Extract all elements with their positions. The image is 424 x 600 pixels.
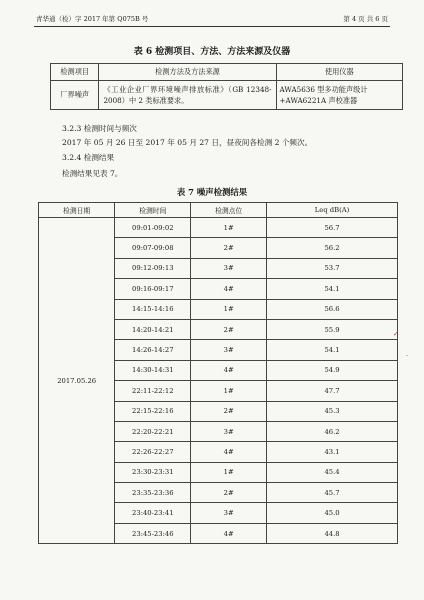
page-number: 第 4 页 共 6 页 bbox=[343, 15, 388, 23]
measurement-time: 14:26-14:27 bbox=[115, 340, 191, 360]
measurement-point: 2# bbox=[191, 483, 267, 503]
leq-value: 45.0 bbox=[267, 503, 398, 523]
measurement-point: 3# bbox=[191, 258, 267, 278]
table6-item: 厂界噪声 bbox=[51, 81, 99, 110]
leq-value: 56.7 bbox=[267, 218, 398, 238]
margin-mark: ✓ bbox=[393, 330, 399, 338]
measurement-point: 2# bbox=[191, 319, 267, 339]
measurement-time: 09:12-09:13 bbox=[115, 258, 191, 278]
leq-value: 43.1 bbox=[267, 442, 398, 462]
section-result-text: 检测结果见表 7。 bbox=[62, 169, 123, 178]
table7-header-leq: Leq dB(A) bbox=[267, 203, 398, 218]
measurement-time: 22:20-22:21 bbox=[115, 421, 191, 441]
measurement-point: 1# bbox=[191, 462, 267, 482]
leq-value: 47.7 bbox=[267, 381, 398, 401]
table6-header-method: 检测方法及方法来源 bbox=[99, 64, 276, 81]
measurement-point: 3# bbox=[191, 503, 267, 523]
measurement-point: 4# bbox=[191, 442, 267, 462]
measurement-point: 2# bbox=[191, 238, 267, 258]
measurement-time: 23:30-23:31 bbox=[115, 462, 191, 482]
table7-header-date: 检测日期 bbox=[39, 203, 115, 218]
measurement-time: 22:15-22:16 bbox=[115, 401, 191, 421]
table-row bbox=[39, 218, 398, 238]
leq-value: 53.7 bbox=[267, 258, 398, 278]
measurement-point: 4# bbox=[191, 523, 267, 543]
leq-value: 45.3 bbox=[267, 401, 398, 421]
table7-header-point: 检测点位 bbox=[191, 203, 267, 218]
measurement-time: 09:07-09:08 bbox=[115, 238, 191, 258]
leq-value: 54.1 bbox=[267, 340, 398, 360]
measurement-time: 14:15-14:16 bbox=[115, 299, 191, 319]
measurement-time: 09:01-09:02 bbox=[115, 218, 191, 238]
table7 bbox=[38, 202, 398, 544]
measurement-time: 14:30-14:31 bbox=[115, 360, 191, 380]
leq-value: 45.7 bbox=[267, 483, 398, 503]
leq-value: 55.9 bbox=[267, 319, 398, 339]
header-divider bbox=[34, 26, 390, 27]
table6-method: 《工业企业厂界环境噪声排放标准》（GB 12348-2008）中 2 类标准要求。 bbox=[99, 81, 276, 110]
section-time-heading: 3.2.3 检测时间与频次 bbox=[62, 124, 137, 133]
measurement-date: 2017.05.26 bbox=[39, 218, 115, 544]
measurement-point: 1# bbox=[191, 381, 267, 401]
table6-header-item: 检测项目 bbox=[51, 64, 99, 81]
leq-value: 56.2 bbox=[267, 238, 398, 258]
section-result-heading: 3.2.4 检测结果 bbox=[62, 153, 115, 162]
table6-header-instrument: 使用仪器 bbox=[276, 64, 402, 81]
measurement-point: 1# bbox=[191, 218, 267, 238]
measurement-time: 22:26-22:27 bbox=[115, 442, 191, 462]
leq-value: 54.9 bbox=[267, 360, 398, 380]
report-number: 青华通（检）字 2017 年第 Q075B 号 bbox=[36, 15, 149, 23]
leq-value: 46.2 bbox=[267, 421, 398, 441]
table7-title: 表 7 噪声检测结果 bbox=[176, 187, 248, 197]
measurement-time: 22:11-22:12 bbox=[115, 381, 191, 401]
measurement-time: 14:20-14:21 bbox=[115, 319, 191, 339]
measurement-time: 23:40-23:41 bbox=[115, 503, 191, 523]
measurement-point: 1# bbox=[191, 299, 267, 319]
table6-title: 表 6 检测项目、方法、方法来源及仪器 bbox=[133, 47, 291, 57]
leq-value: 54.1 bbox=[267, 279, 398, 299]
leq-value: 45.4 bbox=[267, 462, 398, 482]
leq-value: 44.8 bbox=[267, 523, 398, 543]
measurement-point: 2# bbox=[191, 401, 267, 421]
margin-mark: · bbox=[406, 352, 409, 360]
measurement-time: 23:45-23:46 bbox=[115, 523, 191, 543]
table6 bbox=[50, 63, 403, 110]
table6-instrument: AWA5636 型多功能声级计+AWA6221A 声校准器 bbox=[276, 81, 402, 110]
measurement-point: 3# bbox=[191, 421, 267, 441]
leq-value: 56.6 bbox=[267, 299, 398, 319]
measurement-point: 4# bbox=[191, 360, 267, 380]
measurement-time: 09:16-09:17 bbox=[115, 279, 191, 299]
section-time-text: 2017 年 05 月 26 日至 2017 年 05 月 27 日，昼夜间各检测 2 个频次。 bbox=[62, 138, 313, 147]
measurement-time: 23:35-23:36 bbox=[115, 483, 191, 503]
table7-header-time: 检测时间 bbox=[115, 203, 191, 218]
measurement-point: 3# bbox=[191, 340, 267, 360]
measurement-point: 4# bbox=[191, 279, 267, 299]
